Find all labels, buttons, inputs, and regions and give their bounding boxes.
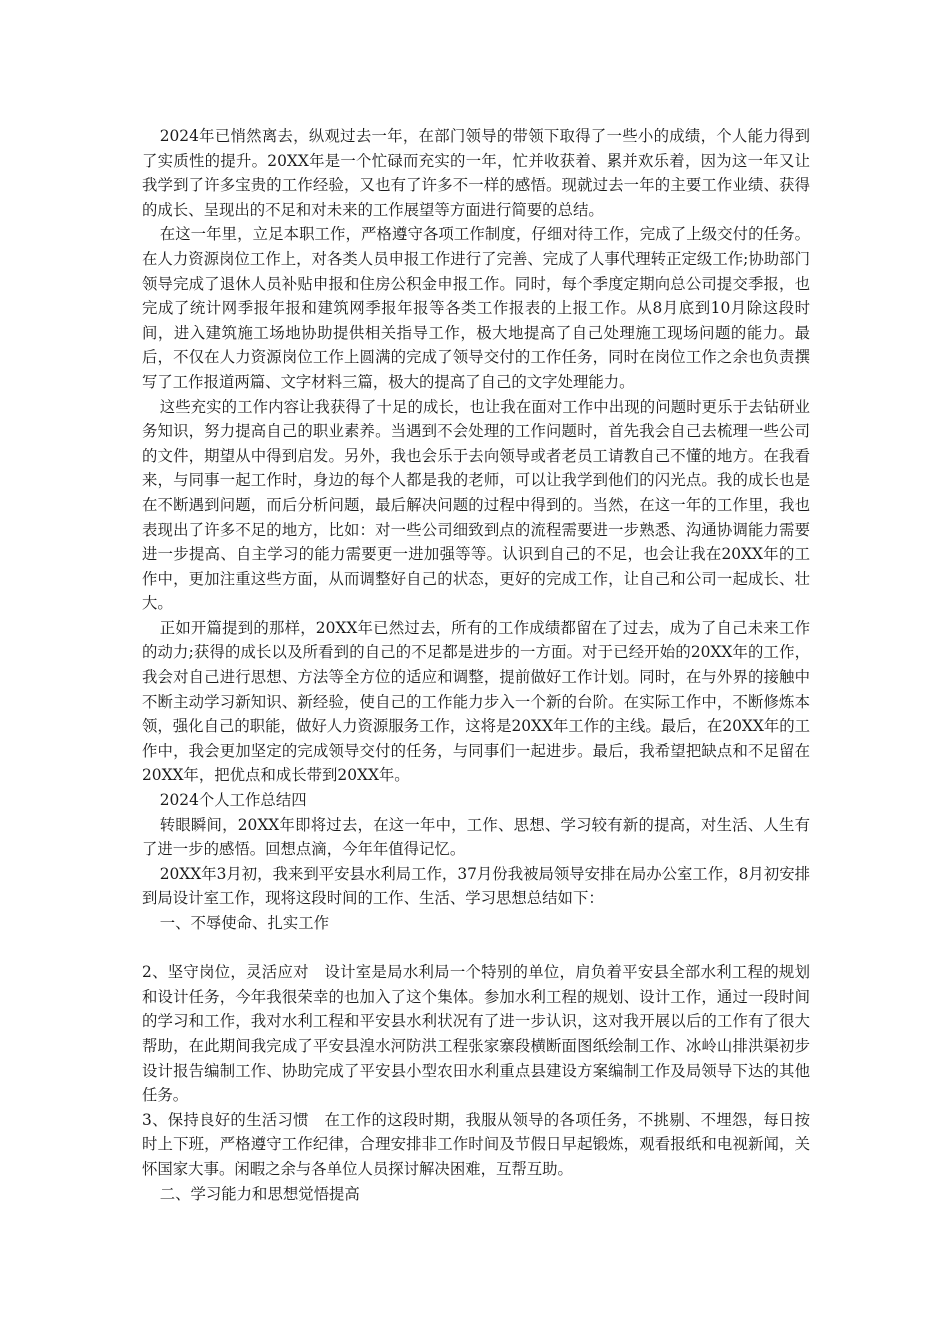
paragraph-outlook: 正如开篇提到的那样，20XX年已然过去，所有的工作成绩都留在了过去，成为了自己未来工作的动力;获得的成长以及所看到的自己的不足都是进步的一方面。对于已经开始的20XX年的工作，我会对自己进行思想、方法等全方位的适应和调整，提前做好工作计划。同时，在与外界的接触中不断主动学习新知识、新经验，使自己的工作能力步入一个新的台阶。在实际工作中，不断修炼本领，强化自己的职能，做好人力资源服务工作，这将是20XX年工作的主线。最后，在20XX年的工作中，我会更加坚定的完成领导交付的任务，与同事们一起进步。最后，我希望把缺点和不足留在20XX年，把优点和成长带到20XX年。: [142, 618, 810, 785]
heading-mission: 一、不辱使命、扎实工作: [159, 914, 330, 932]
document-body: [142, 124, 810, 1206]
paragraph-growth: 这些充实的工作内容让我获得了十足的成长，也让我在面对工作中出现的问题时更乐于去钻研业务知识，努力提高自己的职业素养。当遇到不会处理的工作问题时，首先我会自己去梳理一些公司的文件，期望从中得到启发。另外，我也会乐于去向领导或者老员工请教自己不懂的地方。在我看来，与同事一起工作时，身边的每个人都是我的老师，可以让我学到他们的闪光点。我的成长也是在不断遇到问题，而后分析问题，最后解决问题的过程中得到的。当然，在这一年的工作里，我也表现出了许多不足的地方，比如：对一些公司细致到点的流程需要进一步熟悉、沟通协调能力需要进一步提高、自主学习的能力需要更一进加强等等。认识到自己的不足，也会让我在20XX年的工作中，更加注重这些方面，从而调整好自己的状态，更好的完成工作，让自己和公司一起成长、壮大。: [142, 397, 810, 613]
paragraph-work-duties: 在这一年里，立足本职工作，严格遵守各项工作制度，仔细对待工作，完成了上级交付的任务。在人力资源岗位工作上，对各类人员申报工作进行了完善、完成了人事代理转正定级工作;协助部门领导完成了退休人员补贴申报和住房公积金申报工作。同时，每个季度定期向总公司提交季报，也完成了统计网季报年报和建筑网季报年报等各类工作报表的上报工作。从8月底到10月除这段时间，进入建筑施工场地协助提供相关指导工作，极大地提高了自己处理施工现场问题的能力。最后，不仅在人力资源岗位工作上圆满的完成了领导交付的工作任务，同时在岗位工作之余也负责撰写了工作报道两篇、文字材料三篇，极大的提高了自己的文字处理能力。: [142, 225, 810, 391]
section-title-summary-four: 2024个人工作总结四: [159, 791, 307, 810]
paragraph-habits: 3、保持良好的生活习惯 在工作的这段时期，我服从领导的各项任务，不挑剔、不埋怨，每日按时上下班，严格遵守工作纪律，合理安排非工作时间及节假日早起锻炼，观看报纸和电视新闻，关怀国家大事。闲暇之余与各单位人员探讨解决困难，互帮互助。: [142, 1110, 810, 1178]
heading-learning: 二、学习能力和思想觉悟提高: [159, 1184, 360, 1203]
paragraph-arrival: 20XX年3月初，我来到平安县水利局工作，37月份我被局领导安排在局办公室工作，8月初安排到局设计室工作，现将这段时间的工作、生活、学习思想总结如下：: [142, 864, 810, 908]
blank-line: [142, 936, 810, 961]
paragraph-year-review: 转眼瞬间，20XX年即将过去，在这一年中，工作、思想、学习较有新的提高，对生活、人生有了进一步的感悟。回想点滴，今年年值得记忆。: [142, 815, 810, 859]
paragraph-intro: 2024年已悄然离去，纵观过去一年，在部门领导的带领下取得了一些小的成绩，个人能力得到了实质性的提升。20XX年是一个忙碌而充实的一年，忙并收获着、累并欢乐着，因为这一年又让我学到了许多宝贵的工作经验，又也有了许多不一样的感悟。现就过去一年的主要工作业绩、获得的成长、呈现出的不足和对未来的工作展望等方面进行简要的总结。: [142, 127, 810, 219]
paragraph-design-room: 2、坚守岗位，灵活应对 设计室是局水利局一个特别的单位，肩负着平安县全部水利工程的规划和设计任务，今年我很荣幸的也加入了这个集体。参加水利工程的规划、设计工作，通过一段时间的学习和工作，我对水利工程和平安县水利状况有了进一步认识，这对我开展以后的工作有了很大帮助，在此期间我完成了平安县湟水河防洪工程张家寨段横断面图纸绘制工作、冰岭山排洪渠初步设计报告编制工作、协助完成了平安县小型农田水利重点县建设方案编制工作及局领导下达的其他任务。: [142, 963, 810, 1105]
